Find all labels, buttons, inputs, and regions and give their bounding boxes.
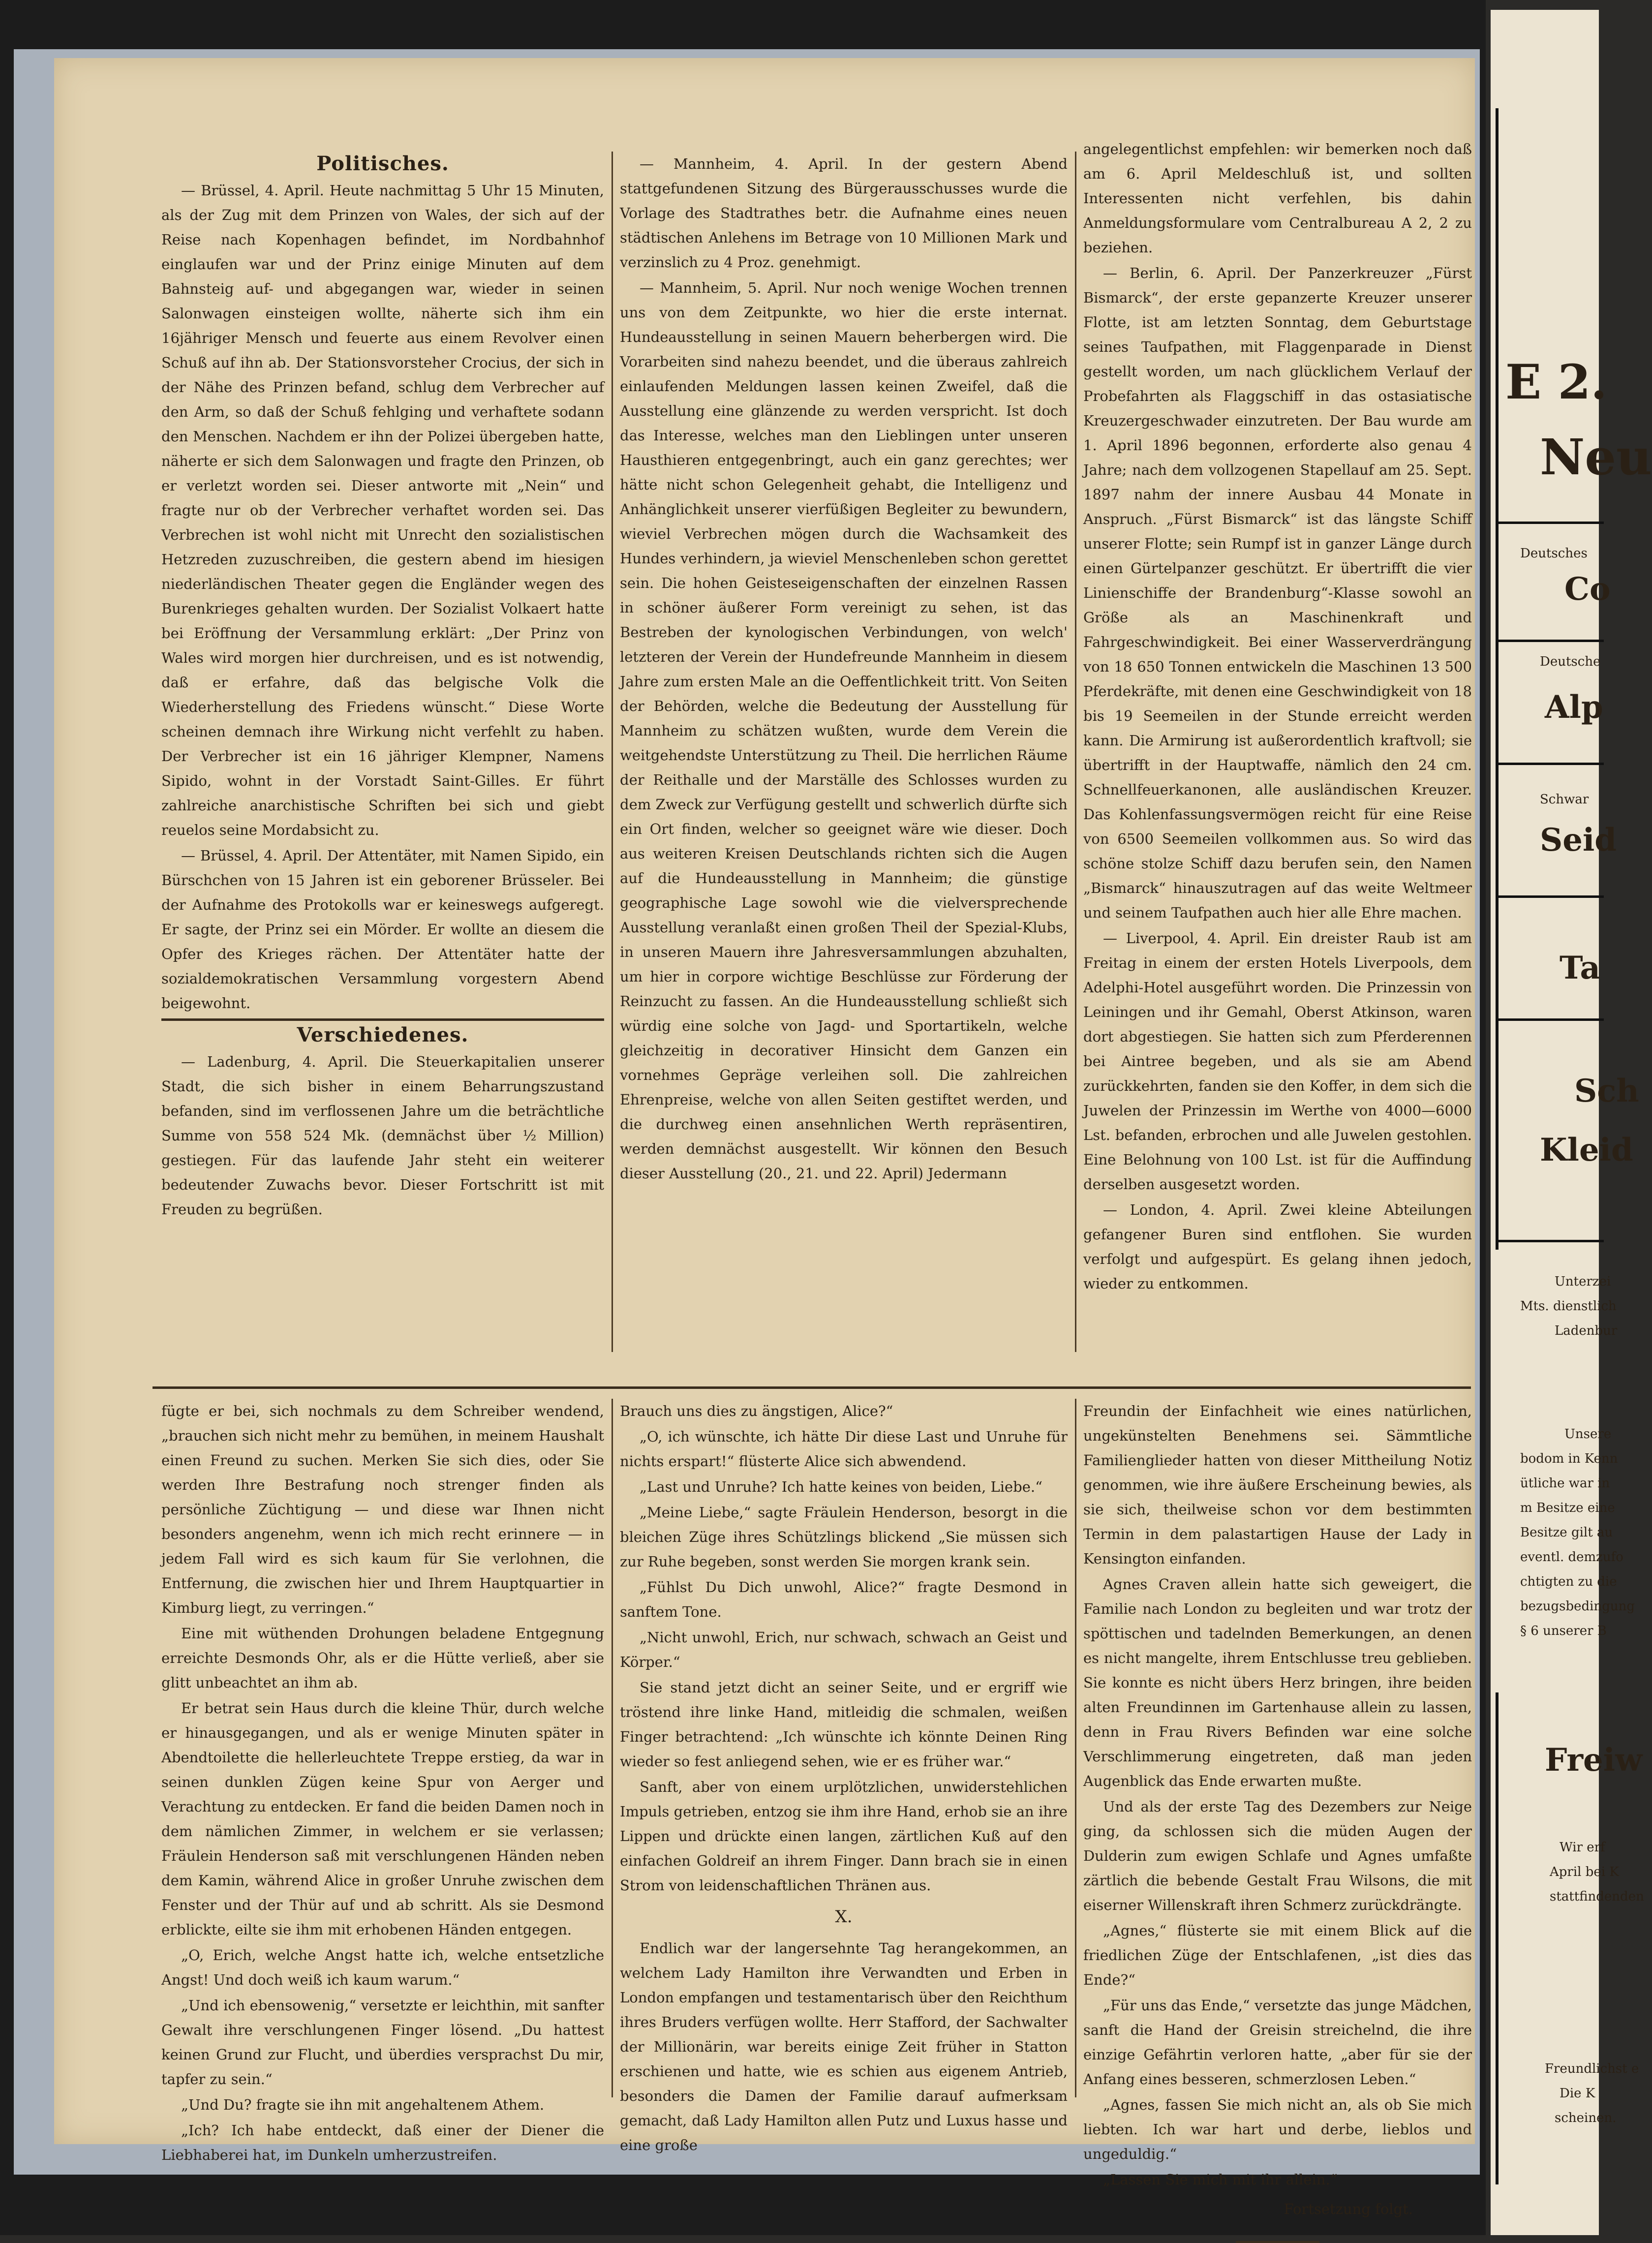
ad-border [1496, 1018, 1604, 1021]
story-paragraph: „Und Du? fragte sie ihn mit angehaltenem Athem. [181, 2096, 545, 2113]
ad-fragment: ütliche war in [1520, 1476, 1610, 1491]
ad-fragment: Deutsche [1540, 654, 1601, 669]
ad-fragment: Freiw [1545, 1742, 1643, 1779]
article-paragraph: — Mannheim, 5. April. Nur noch wenige Wochen trennen uns von dem Zeitpunkte, wo hier die erste internat. Hundeausstellung in seinen Mauern beherbergen wird. Die Vorarbeiten sind nahezu beendet, und die überaus zahlreich einlaufenden Meldungen lassen keinen Zweifel, daß die Ausstellung eine glänzende zu werden verspricht. Ist doch das Interesse, welches man den Lieblingen unter unseren Hausthieren entgegenbringt, auch ein ganz gerechtes; wer hätte nicht schon Gelegenheit gehabt, die Intelligenz und Anhänglichkeit unserer vierfüßigen Begleiter zu bewundern, wieviel Verbrechen mögen durch die Wachsamkeit des Hundes verhindern, ja wieviel Menschenleben schon gerettet sein. Die hohen Geisteseigenschaften der einzelnen Rassen in schöner äußerer Form vereinigt zu sehen, ist das Bestreben der kynologischen Verbindungen, von welch' letzteren der Verein der Hundefreunde Mannheim in diesem Jahre zum ersten Male an die Oeffentlichkeit tritt. Von Seiten der Behörden, welche die Bedeutung der Ausstellung für Mannheim zu schätzen wußten, wurde dem Verein die weitgehendste Unterstützung zu Theil. Die herrlichen Räume der Reithalle und der Marställe des Schlosses wurden zu dem Zweck zur Verfügung gestellt und schwerlich dürfte sich ein Ort finden, welcher so geeignet wäre wie dieser. Doch aus weiteren Kreisen Deutschlands richten sich die Augen auf die Hundeausstellung in Mannheim; die günstige geographische Lage sowohl wie die vielversprechende Ausstellung veranlaßt einen großen Theil der Spezial-Klubs, in unseren Mauern ihre Jahresversammlungen abzuhalten, um hier in corpore wichtige Beschlüsse zur Förderung der Reinzucht zu fassen. An die Hundeausstellung schließt sich würdig eine solche von Jagd- und Sportartikeln, welche gleichzeitig in decorativer Hinsicht dem Ganzen ein vornehmes Gepräge verleihen soll. Die zahlreichen Ehrenpreise, welche von allen Seiten gestiftet werden, und die durchweg einen ansehnlichen Werth repräsentiren, werden demnächst ausgestellt. Wir können den Besuch dieser Ausstellung (20., 21. und 22. April) Jedermann [620, 279, 1068, 1182]
ad-fragment: Unterzei [1555, 1274, 1611, 1289]
column-rule [612, 1399, 613, 2097]
ad-fragment: Kleid [1540, 1132, 1633, 1168]
story-paragraph: Endlich war der langersehnte Tag herangekommen, an welchem Lady Hamilton ihre Verwandten und Erben in London empfangen und testamentarisch über den Reichthum ihres Bruders verfügen wollte. Herr Stafford, der Sachwalter der Millionärin, war bereits einige Zeit früher in Statton erschienen und hatte, wie es schien aus eigenem Antrieb, besonders die Damen der Familie darauf aufmerksam gemacht, daß Lady Hamilton allen Putz und Luxus hasse und eine große [620, 1940, 1068, 2153]
section-divider [161, 1018, 604, 1021]
ad-fragment: Freundlichst e [1545, 2061, 1639, 2076]
ad-fragment: eventl. demzufo [1520, 1550, 1623, 1565]
ad-border [1496, 1692, 1499, 2184]
top-column-2 [620, 152, 1068, 1377]
bottom-column-3 [1083, 1399, 1472, 2217]
ad-border [1496, 763, 1604, 765]
story-paragraph: „Nicht unwohl, Erich, nur schwach, schwach an Geist und Körper.“ [620, 1629, 1068, 1670]
article-paragraph: angelegentlichst empfehlen: wir bemerken noch daß am 6. April Meldeschluß ist, und sollten Interessenten nicht verfehlen, bis dahin Anmeldungsformulare vom Centralbureau A 2, 2 zu beziehen. [1083, 141, 1472, 256]
ad-fragment: Mts. dienstlich [1520, 1299, 1617, 1314]
section-heading-politics: Politisches. [316, 152, 449, 175]
section-heading-misc: Verschiedenes. [297, 1023, 469, 1046]
column-rule [1075, 152, 1076, 1352]
ad-fragment: Neu [1540, 428, 1652, 486]
ad-fragment: Co [1564, 571, 1611, 608]
ad-fragment: scheinen. [1555, 2111, 1617, 2125]
story-paragraph: „Last und Unruhe? Ich hatte keines von beiden, Liebe.“ [640, 1478, 1042, 1495]
chapter-number: X. [835, 1907, 853, 1927]
ad-fragment: Sch [1574, 1073, 1639, 1109]
ad-fragment: bodom in Kenn [1520, 1451, 1618, 1466]
article-paragraph: — London, 4. April. Zwei kleine Abteilungen gefangener Buren sind entflohen. Sie wurden verfolgt und aufgespürt. Es gelang ihnen jedoch, wieder zu entkommen. [1083, 1201, 1472, 1292]
ad-fragment: April bei K [1550, 1865, 1619, 1879]
top-column-3 [1083, 137, 1472, 1377]
story-paragraph: Er betrat sein Haus durch die kleine Thür, durch welche er hinausgegangen, und als er wenige Minuten später in Abendtoilette die hellerleuchtete Treppe erstieg, da war in seinen dunklen Zügen keine Spur von Aerger und Verachtung zu entdecken. Er fand die beiden Damen noch in dem nämlichen Zimmer, in welchem er sie verlassen; Fräulein Henderson saß mit verschlungenen Händen neben dem Kamin, während Alice in großer Unruhe zwischen dem Fenster und der Thür auf und ab schritt. Als sie Desmond erblickte, eilte sie ihm mit erhobenen Händen entgegen. [161, 1700, 604, 1938]
newspaper-page [54, 58, 1475, 2217]
ad-fragment: Besitze gilt au [1520, 1525, 1613, 1540]
ad-border [1496, 640, 1604, 642]
article-paragraph: — Berlin, 6. April. Der Panzerkreuzer „Fürst Bismarck“, der erste gepanzerte Kreuzer unserer Flotte, ist am letzten Sonntag, dem Geburtstage seines Taufpathen, mit Flaggenparade in Dienst gestellt worden, um nach glücklichem Verlauf der Probefahrten als Flaggschiff in das ostasiatische Kreuzergeschwader einzutreten. Der Bau wurde am 1. April 1896 begonnen, erforderte also genau 4 Jahre; nach dem vollzogenen Stapellauf am 25. Sept. 1897 nahm der innere Ausbau 44 Monate in Anspruch. „Fürst Bismarck“ ist das längste Schiff unserer Flotte; sein Rumpf ist in ganzer Länge durch einen Gürtelpanzer geschützt. Er übertrifft die vier Linienschiffe der Brandenburg“-Klasse sowohl an Größe als an Maschinenkraft und Fahrgeschwindigkeit. Bei einer Wasserverdrängung von 18 650 Tonnen entwickeln die Maschinen 13 500 Pferdekräfte, mit denen eine Geschwindigkeit von 18 bis 19 Seemeilen in der Stunde erreicht werden kann. Die Armirung ist außerordentlich kraftvoll; sie übertrifft in der Hauptwaffe, nämlich den 24 cm. Schnellfeuerkanonen, alle ausländischen Kreuzer. Das Kohlenfassungsvermögen reicht für eine Reise von 6500 Seemeilen vollkommen aus. So wird das schöne stolze Schiff dazu berufen sein, den Namen „Bismarck“ hinauszutragen auf das weite Weltmeer und seinem Taufpathen auch hier alle Ehre machen. [1083, 265, 1472, 921]
article-paragraph: — Ladenburg, 4. April. Die Steuerkapitalien unserer Stadt, die sich bisher in einem Beharrungszustand befanden, sind im verflossenen Jahre um die beträchtliche Summe von 558 524 Mk. (demnächst über ½ Million) gestiegen. Für das laufende Jahr steht ein weiterer bedeutender Zuwachs bevor. Dieser Fortschritt ist mit Freuden zu begrüßen. [161, 1053, 604, 1218]
ad-fragment: Die K [1560, 2086, 1595, 2101]
ad-fragment: Wir erf [1560, 1840, 1605, 1855]
column-rule [1075, 1399, 1076, 2097]
top-column-1 [161, 152, 604, 1377]
article-paragraph: — Liverpool, 4. April. Ein dreister Raub ist am Freitag in einem der ersten Hotels Liverpools, dem Adelphi-Hotel ausgeführt worden. Die Prinzessin von Leiningen und ihr Gemahl, Oberst Atkinson, waren dort abgestiegen. Sie hatten sich zum Pferderennen bei Aintree begeben, und als sie am Abend zurückkehrten, fanden sie den Koffer, in dem sich die Juwelen der Prinzessin im Werthe von 4000—6000 Lst. befanden, erbrochen und alle Juwelen gestohlen. Eine Belohnung von 100 Lst. ist für die Auffindung derselben ausgesetzt worden. [1083, 930, 1472, 1193]
story-paragraph: „Lassen Sie mich mit ihr allein.“ [1103, 2171, 1338, 2188]
story-paragraph: Sie stand jetzt dicht an seiner Seite, und er ergriff wie tröstend ihre linke Hand, mitleidig die schmalen, weißen Finger betrachtend: „Ich wünschte ich könnte Deinen Ring wieder so fest anliegend sehen, wie er es früher war.“ [620, 1679, 1068, 1770]
story-paragraph: Agnes Craven allein hatte sich geweigert, die Familie nach London zu begleiten und war trotz der spöttischen und tadelnden Bemerkungen, an denen es nicht mangelte, ihrem Entschlusse treu geblieben. Sie konnte es nicht übers Herz bringen, ihre beiden alten Freundinnen im Gartenhause allein zu lassen, denn in Frau Rivers Befinden war eine solche Verschlimmerung eingetreten, daß man jeden Augenblick das Ende erwarten mußte. [1083, 1576, 1472, 1789]
story-paragraph: „Agnes, fassen Sie mich nicht an, als ob Sie mich liebten. Ich war hart und derbe, lieblos und ungeduldig.“ [1083, 2096, 1472, 2162]
story-paragraph: Und als der erste Tag des Dezembers zur Neige ging, da schlossen sich die müden Augen der Dulderin zum ewigen Schlafe und Agnes umfaßte zärtlich die bebende Gestalt Frau Wilsons, die mit eiserner Willenskraft ihren Schmerz zurückdrängte. [1083, 1798, 1472, 1913]
ad-border [1496, 522, 1604, 524]
bottom-column-1 [161, 1399, 604, 2163]
column-rule [612, 152, 613, 1352]
ad-fragment: Deutsches [1520, 546, 1588, 561]
ad-fragment: Unsere [1564, 1427, 1612, 1442]
ad-fragment: m Besitze eine [1520, 1501, 1615, 1515]
ad-border [1496, 895, 1604, 898]
ad-border [1496, 1240, 1604, 1242]
story-paragraph: fügte er bei, sich nochmals zu dem Schreiber wendend, „brauchen sich nicht mehr zu bemühen, in meinem Haushalt einen Freund zu suchen. Merken Sie sich dies, oder Sie werden Ihre Bestrafung noch strenger finden als persönliche Züchtigung — und diese war Ihnen nicht besonders angenehm, wenn ich mich recht erinnere — in jedem Fall wird es sich kaum für Sie verlohnen, die Entfernung, die zwischen hier und Ihrem Hauptquartier in Kimburg liegt, zu verringen.“ [161, 1403, 604, 1616]
ad-fragment: Seid [1540, 822, 1617, 859]
end-rule [1236, 2241, 1319, 2243]
story-paragraph: „Meine Liebe,“ sagte Fräulein Henderson, besorgt in die bleichen Züge ihres Schützlings blickend „Sie müssen sich zur Ruhe begeben, sonst werden Sie morgen krank sein. [620, 1504, 1068, 1570]
feuilleton-separator [153, 1386, 1471, 1389]
ad-fragment: § 6 unserer B [1520, 1624, 1607, 1638]
story-paragraph: „Und ich ebensowenig,“ versetzte er leichthin, mit sanfter Gewalt ihre verschlungenen Finger lösend. „Du hattest keinen Grund zur Flucht, und überdies versprachst Du mir, tapfer zu sein.“ [161, 1997, 604, 2088]
story-paragraph: „Fühlst Du Dich unwohl, Alice?“ fragte Desmond in sanftem Tone. [620, 1579, 1068, 1620]
story-paragraph: „O, Erich, welche Angst hatte ich, welche entsetzliche Angst! Und doch weiß ich kaum warum.“ [161, 1947, 604, 1988]
ad-fragment: stattfindenden [1550, 1889, 1644, 1904]
story-paragraph: Freundin der Einfachheit wie eines natürlichen, ungekünstelten Benehmens sei. Sämmtliche Familienglieder hatten von dieser Mittheilung Notiz genommen, wie ihre äußere Erscheinung bewies, als sie sich, theilweise schon vor dem bestimmten Termin in dem palastartigen Hause der Lady in Kensington einfanden. [1083, 1403, 1472, 1567]
story-paragraph: Eine mit wüthenden Drohungen beladene Entgegnung erreichte Desmonds Ohr, als er die Hütte verließ, aber sie glitt unbeachtet an ihm ab. [161, 1625, 604, 1691]
article-paragraph: — Brüssel, 4. April. Der Attentäter, mit Namen Sipido, ein Bürschchen von 15 Jahren ist ein geborener Brüsseler. Bei der Aufnahme des Protokolls war er keineswegs aufgeregt. Er sagte, der Prinz sei ein Mörder. Er wollte an diesem die Opfer des Krieges rächen. Der Attentäter hatte der sozialdemokratischen Versammlung vorgestern Abend beigewohnt. [161, 847, 604, 1012]
bottom-column-2 [620, 1399, 1068, 2153]
ad-fragment: Ladenbur [1555, 1323, 1618, 1338]
ad-fragment: chtigten zu die [1520, 1574, 1617, 1589]
article-paragraph: — Brüssel, 4. April. Heute nachmittag 5 Uhr 15 Minuten, als der Zug mit dem Prinzen von Wales, der sich auf der Reise nach Kopenhagen befindet, im Nordbahnhof einglaufen war und der Prinz einige Minuten auf dem Bahnsteig auf- und abgegangen war, wieder in seinen Salonwagen einsteigen wollte, näherte sich ihm ein 16jähriger Mensch und feuerte aus einem Revolver einen Schuß auf ihn ab. Der Stationsvorsteher Crocius, der sich in der Nähe des Prinzen befand, schlug dem Verbrecher auf den Arm, so daß der Schuß fehlging und verhaftete sodann den Menschen. Nachdem er ihn der Polizei übergeben hatte, näherte er sich dem Salonwagen und fragte den Prinzen, ob er verletzt worden sei. Dieser antworte mit „Nein“ und fragte nur ob der Verbrecher verhaftet worden sei. Das Verbrechen ist wohl nicht mit Unrecht den sozialistischen Hetzreden zuzuschreiben, die gestern abend im hiesigen niederländischen Theater gegen die Engländer wegen des Burenkrieges gehalten wurden. Der Sozialist Volkaert hatte bei Eröffnung der Versammlung erklärt: „Der Prinz von Wales wird morgen hier durchreisen, und es ist notwendig, daß er erfahre, daß das belgische Volk die Wiederherstellung des Friedens wünscht.“ Diese Worte scheinen demnach ihre Wirkung nicht verfehlt zu haben. Der Verbrecher ist ein 16 jähriger Klempner, Namens Sipido, wohnt in der Vorstadt Saint-Gilles. Er führt zahlreiche anarchistische Schriften bei sich und giebt reuelos seine Mordabsicht zu. [161, 182, 604, 838]
article-paragraph: — Mannheim, 4. April. In der gestern Abend stattgefundenen Sitzung des Bürgerausschusses wurde die Vorlage des Stadtrathes betr. die Aufnahme eines neuen städtischen Anlehens im Betrage von 10 Millionen Mark und verzinslich zu 4 Proz. genehmigt. [620, 155, 1068, 271]
adjacent-page [1491, 10, 1652, 2235]
continued-note: Fortsetzung folgt. [1284, 2201, 1413, 2217]
story-paragraph: Brauch uns dies zu ängstigen, Alice?“ [620, 1403, 893, 1419]
story-paragraph: „Für uns das Ende,“ versetzte das junge Mädchen, sanft die Hand der Greisin streichelnd, die ihre einzige Gefährtin verloren hatte, „aber für sie der Anfang eines besseren, schmerzlosen Leben.“ [1083, 1997, 1472, 2088]
ad-border [1496, 108, 1499, 1250]
ad-fragment: bezugsbedingung [1520, 1599, 1635, 1614]
story-paragraph: „O, ich wünschte, ich hätte Dir diese Last und Unruhe für nichts erspart!“ flüsterte Alice sich abwendend. [620, 1428, 1068, 1470]
ad-fragment: Alp [1545, 689, 1603, 726]
story-paragraph: „Ich? Ich habe entdeckt, daß einer der Diener die Liebhaberei hat, im Dunkeln umherzustreifen. [161, 2122, 604, 2163]
ad-fragment: Schwar [1540, 792, 1589, 807]
ad-fragment: E 2. [1505, 354, 1607, 410]
story-paragraph: Sanft, aber von einem urplötzlichen, unwiderstehlichen Impuls getrieben, entzog sie ihm ihre Hand, erhob sie an ihre Lippen und drückte einen langen, zärtlichen Kuß auf den einfachen Goldreif an ihrem Finger. Dann brach sie in einen Strom von leidenschaftlichen Thränen aus. [620, 1779, 1068, 1894]
story-paragraph: „Agnes,“ flüsterte sie mit einem Blick auf die friedlichen Züge der Entschlafenen, „ist dies das Ende?“ [1083, 1922, 1472, 1988]
ad-fragment: Ta [1560, 950, 1600, 986]
